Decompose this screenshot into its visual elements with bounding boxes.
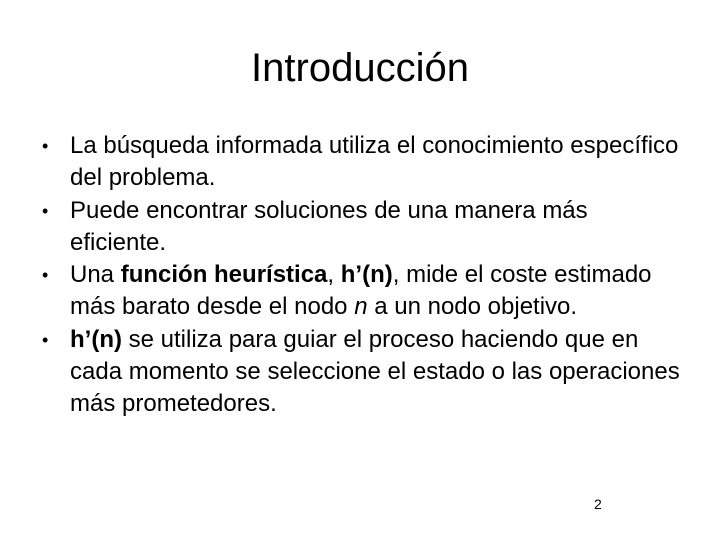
page-number: 2 bbox=[594, 496, 602, 512]
bullet-text: Puede encontrar soluciones de una manera más eficiente. bbox=[70, 196, 588, 256]
heuristic-symbol: h’(n) bbox=[340, 261, 393, 289]
bullet-item-3 bbox=[40, 259, 680, 324]
bullet-list bbox=[40, 130, 680, 421]
node-variable: n bbox=[354, 293, 368, 321]
bullet-item-2 bbox=[40, 195, 680, 260]
bullet-text-prefix: Una bbox=[70, 261, 121, 289]
bullet-text-suffix: se utiliza para guiar el proceso haciendo que en cada momento se seleccione el estado o las operaciones más prometedores. bbox=[70, 325, 680, 418]
bullet-dot-icon: • bbox=[42, 265, 49, 286]
bullet-dot-icon: • bbox=[42, 329, 49, 350]
slide-title: Introducción bbox=[251, 46, 469, 90]
bullet-text: La búsqueda informada utiliza el conocimiento específico del problema. bbox=[70, 132, 679, 192]
heuristic-term: función heurística bbox=[120, 261, 328, 289]
bullet-item-4 bbox=[40, 324, 680, 421]
bullet-item-1 bbox=[40, 130, 680, 195]
bullet-text-separator: , bbox=[327, 261, 341, 289]
bullet-text-suffix: a un nodo objetivo. bbox=[367, 293, 578, 321]
bullet-dot-icon: • bbox=[42, 200, 49, 221]
bullet-dot-icon: • bbox=[42, 136, 49, 156]
heuristic-symbol: h’(n) bbox=[70, 325, 122, 353]
bullet-text-middle: , mide el coste estimado más barato desde el nodo bbox=[70, 261, 652, 321]
